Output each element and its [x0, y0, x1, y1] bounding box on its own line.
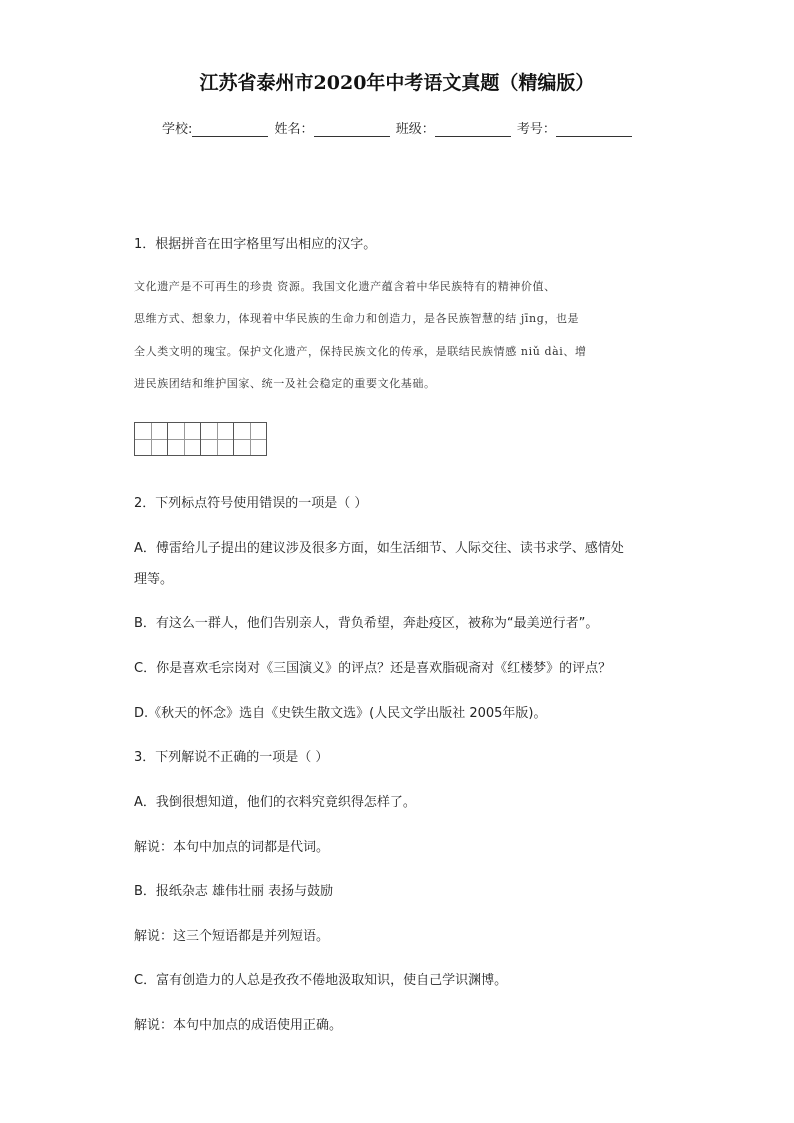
question-1-stem: 1．根据拼音在田字格里写出相应的汉字。: [134, 237, 377, 252]
exam-number-blank[interactable]: [556, 122, 632, 137]
explanation: 解说：本句中加点的成语使用正确。: [134, 1018, 343, 1033]
option-c: C．你是喜欢毛宗岗对《三国演义》的评点？还是喜欢脂砚斋对《红楼梦》的评点？: [134, 661, 612, 676]
class-label: 班级：: [395, 122, 435, 137]
document-title: 江苏省泰州市2020年中考语文真题（精编版）: [199, 72, 595, 94]
question-2-stem: 2．下列标点符号使用错误的一项是（ ）: [134, 496, 368, 511]
explanation: 解说：这三个短语都是并列短语。: [134, 929, 330, 944]
class-blank[interactable]: [435, 122, 511, 137]
name-label: 姓名：: [274, 122, 314, 137]
passage-line: 全人类文明的瑰宝。保护文化遗产，保持民族文化的传承，是联结民族情感 niǔ dài、增: [134, 345, 587, 358]
explanation: 解说：本句中加点的词都是代词。: [134, 840, 330, 855]
tianzige-cell[interactable]: [167, 422, 201, 456]
passage-line: 思维方式、想象力，体现着中华民族的生命力和创造力，是各民族智慧的结 jīng，也是: [134, 312, 580, 325]
tianzige-cell[interactable]: [233, 422, 267, 456]
passage-line: 文化遗产是不可再生的珍贵 资源。我国文化遗产蕴含着中华民族特有的精神价值、: [134, 280, 556, 293]
school-blank[interactable]: [192, 122, 268, 137]
tianzige-cell[interactable]: [134, 422, 168, 456]
exam-number-label: 考号：: [516, 122, 556, 137]
student-info-line: [162, 118, 634, 137]
option-d: D.《秋天的怀念》选自《史铁生散文选》(人民文学出版社 2005年版)。: [134, 706, 547, 721]
school-label: 学校:: [162, 122, 193, 137]
tianzige-cell[interactable]: [200, 422, 234, 456]
option-a-continued: 理等。: [134, 572, 174, 587]
passage-line: 进民族团结和维护国家、统一及社会稳定的重要文化基础。: [134, 377, 436, 390]
name-blank[interactable]: [314, 122, 390, 137]
option-a: A．傅雷给儿子提出的建议涉及很多方面，如生活细节、人际交往、读书求学、感情处: [134, 541, 624, 556]
option-a: A．我倒很想知道，他们的衣料究竟织得怎样了。: [134, 795, 416, 810]
tianzige-grid: [134, 422, 267, 456]
question-3-stem: 3．下列解说不正确的一项是（ ）: [134, 750, 329, 765]
option-c: C．富有创造力的人总是孜孜不倦地汲取知识，使自己学识渊博。: [134, 973, 508, 988]
option-b: B．报纸杂志 雄伟壮丽 表扬与鼓励: [134, 884, 334, 899]
option-b: B．有这么一群人，他们告别亲人，背负希望，奔赴疫区，被称为“最美逆行者”。: [134, 616, 599, 631]
